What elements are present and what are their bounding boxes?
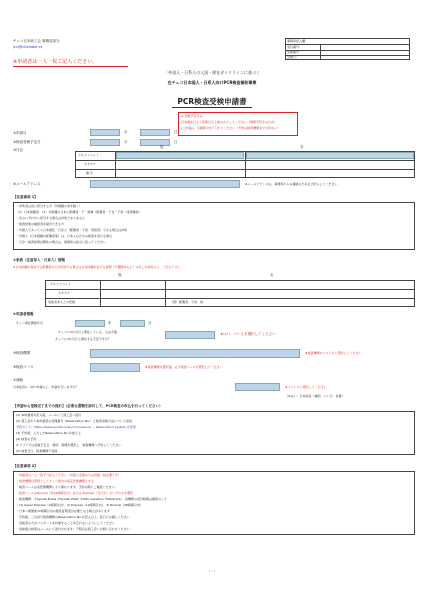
request-month-input[interactable] bbox=[90, 129, 120, 136]
one-per-person-notice: ※申請者は一人一枚ご記入ください。 bbox=[13, 59, 98, 65]
name-label: ③氏名 bbox=[13, 148, 24, 152]
request-day-unit: 日 bbox=[174, 130, 178, 134]
office-box-title: 事務局記入欄 bbox=[287, 39, 306, 43]
flow-item: (5) 検査当日、検査機関で受検 bbox=[16, 449, 58, 453]
page-number: 1 / 1 bbox=[208, 569, 216, 573]
flow-item: (4) 検査の予約 bbox=[16, 437, 37, 441]
flow-item: (2) 商工会から本申請書の受理番号（Reservation No.）と検査受検方法について返信 bbox=[16, 419, 132, 423]
org-name: チェコ日本商工会 事務局担当 bbox=[13, 39, 60, 43]
stay-answer-select[interactable] bbox=[165, 331, 215, 339]
subsidy-note: （※はい：日本政府へ補助、いいえ：自費） bbox=[285, 394, 345, 398]
flow-title: 【申請から受検完了までの流れ】（必要な書類を添付して、PCR検査の申込を行ってください） bbox=[13, 404, 163, 408]
subsidy-select[interactable] bbox=[235, 383, 280, 391]
caution2-title: 【注意事項 2】 bbox=[13, 464, 38, 468]
caution1-item: ・万が一検査結果が陽性の場合は、保健所の指示に従ってください bbox=[16, 240, 107, 244]
caution2-item: ・申請書は一人一枚ずつ記入ください（外国人家族の方は別途一枚必要です） bbox=[16, 473, 122, 477]
office-row-1: 受付番号： bbox=[287, 45, 303, 49]
test-month-input[interactable] bbox=[90, 139, 120, 146]
family-kana-label: カタカナ bbox=[58, 291, 71, 295]
caution2-item: ・検査コースは各医療機関により異なります。予約の際にご確認ください。 bbox=[16, 485, 118, 489]
request-month-unit: 月 bbox=[124, 130, 128, 134]
caution2-item: ・受検後の結果はメールにて送付されます。不明点は商工会へお問い合わせください bbox=[16, 527, 130, 531]
family-col-mei: 名 bbox=[270, 273, 274, 277]
note-line-2: 日本滞在日より起算日以上前のみとしてください（事務手続きのため） bbox=[181, 120, 278, 124]
family-red-note: ※日本国籍を保有する配偶者の方が同伴する場合は日本国籍を証する書類（戸籍謄本など）の写しを添付の上、ご記入下さい bbox=[13, 265, 181, 269]
family-col-sei: 姓 bbox=[118, 273, 122, 277]
stay-year-input[interactable] bbox=[75, 320, 105, 327]
flow-item: ※ アプリでは受検予定日、場所、時間を選択し、検査機関へ予約してください bbox=[16, 443, 122, 447]
request-date-label: ①申請日 bbox=[13, 131, 27, 135]
stay-month-input[interactable] bbox=[120, 320, 145, 327]
name-kanji-label: 漢 字 bbox=[86, 171, 93, 175]
caution2-item: ・検査機関は原則としてチェコ国内の指定医療機関とする bbox=[16, 479, 94, 483]
org-email[interactable]: jcci@chamber.cz bbox=[13, 45, 43, 49]
caution1-item: ・外国人（日本国籍の配偶者等）は、日本人のための検査を受ける場合 bbox=[16, 234, 113, 238]
flow-item-link[interactable]: 予約ガイド：https://www.synlab.cz/en/coronavirus/ — Reservation System を使用 bbox=[16, 425, 136, 429]
caution1-item: ・外国人であっても日本国民・日系人（配偶者・子供・同居者）である場合は対象 bbox=[16, 228, 127, 232]
office-row-2: 受理番号： bbox=[287, 50, 303, 54]
caution2-item: ・検査機関：①Synlab Praha ②Synlab Plzeň ③GHC Genetics ④Mediclinic 各機関の受付時間は確認のこと bbox=[16, 497, 168, 501]
sei-alpha-input[interactable] bbox=[116, 152, 244, 159]
stay-start-label: チェコ滞在開始年月 bbox=[16, 321, 43, 325]
course-hint: ★検査機関を選択後、必ず検査コースを選択してください bbox=[145, 365, 223, 369]
stay-question-1: チェコに3か月以上滞在している、又は今後、 bbox=[58, 330, 120, 334]
caution2-item: ・(1) Super Express（2時間以内）、2) Express（12時間以内）、3) Normal（48時間以内） bbox=[16, 503, 143, 507]
name-col-sei: 姓 bbox=[160, 145, 164, 149]
test-day-unit: 日 bbox=[174, 140, 178, 144]
caution1-item: ・対象者は次に該当する方（外国籍の者を除く） bbox=[16, 204, 83, 208]
email-input[interactable] bbox=[90, 180, 240, 188]
caution2-item: ・日本へ帰国前72時間以内の陰性証明書が必要となる場合があります bbox=[16, 509, 110, 513]
name-kana-label: カタカナ bbox=[84, 162, 97, 166]
subtitle-2: 在チェコ日本国人・日系人向けPCR検査補助事業 bbox=[167, 80, 257, 85]
page-title: PCR検査受検申請書 bbox=[177, 97, 247, 106]
test-month-unit: 月 bbox=[124, 140, 128, 144]
flow-item: (3) 予約時、入力したReservation No.を控える bbox=[16, 431, 81, 435]
lab-hint: ★検査機関をリストから選択してください bbox=[305, 351, 362, 355]
request-day-input[interactable] bbox=[140, 129, 170, 136]
caution1-item: ・次のいずれかに該当する場合は対象となりません bbox=[16, 216, 86, 220]
subsidy-question: 日本政府1、2を”申請の上、申請を行いますか？ bbox=[13, 385, 79, 389]
caution2-item: ・検査コースはNormal（約24時間以内）または Express（当日中）のいずれかを選択 bbox=[16, 491, 134, 495]
subtitle-1: 「外国人・日系人の入国・滞在ガイドラインに基づく bbox=[164, 70, 260, 75]
family-alpha-label: アルファベット bbox=[50, 282, 71, 286]
test-day-input[interactable] bbox=[140, 139, 170, 146]
subsidy-label: ⑦補助 bbox=[13, 378, 24, 382]
caution2-item: ・受検者の方がパスポートを持参することを忘れないようにしてください bbox=[16, 521, 116, 525]
applicant-section-title: ④申請者情報 bbox=[13, 312, 34, 316]
email-label: ④メールアドレス bbox=[13, 182, 41, 186]
caution1-item: （1）日本国籍者、（2）外国籍の日本人配偶者・子・両親（配偶者・子女・子供・同居親族） bbox=[16, 210, 142, 214]
caution1-title: 【注意事項 1】 bbox=[13, 195, 38, 199]
office-row-3: 受理日： bbox=[287, 55, 300, 59]
name-col-mei: 名 bbox=[300, 145, 304, 149]
stay-answer-hint: ★はい、いいえを選択してください bbox=[220, 332, 276, 336]
stay-month-unit: 月 bbox=[148, 321, 152, 325]
family-section-title: ③家族（在留邦人・日系人）情報 bbox=[13, 258, 65, 262]
lab-select[interactable] bbox=[90, 349, 300, 358]
note-line-3: (ご申請は、1週間以内で下さりください（予約は検査機関までお早めに） bbox=[181, 126, 281, 130]
mei-alpha-input[interactable] bbox=[246, 152, 414, 159]
subsidy-hint: ★リストから選択してください bbox=[285, 385, 327, 389]
caution2-item: ・予約後、ご自身で検査機関のReservation No.を記入の上、窓口にお越しください bbox=[16, 515, 130, 519]
course-label: ⑥検査コース bbox=[13, 365, 34, 369]
stay-question-2: チェコに3か月以上滞在する予定ですか？ bbox=[55, 337, 111, 341]
email-note: ※メールアドレスは、事務局からの連絡のため必ず記入してください bbox=[245, 182, 338, 186]
name-alpha-label: アルファベット bbox=[78, 153, 99, 157]
stay-year-unit: 年 bbox=[108, 321, 112, 325]
lab-label: ⑤検査機関 bbox=[13, 351, 31, 355]
flow-item: (1) 本申請書を記入後、メールにて商工会へ送付 bbox=[16, 413, 82, 417]
caution1-item: ・検査結果の確認書を提出できる方 bbox=[16, 222, 65, 226]
family-rel-label: 受検者本人との続柄 bbox=[48, 300, 76, 304]
family-rel-example: （例）配偶者、子供、両 bbox=[170, 300, 204, 304]
test-date-label: ②検査受検予定日 bbox=[13, 140, 41, 144]
course-select[interactable] bbox=[90, 363, 140, 372]
note-line-1: ※ 受検予定日は、 bbox=[181, 114, 206, 118]
